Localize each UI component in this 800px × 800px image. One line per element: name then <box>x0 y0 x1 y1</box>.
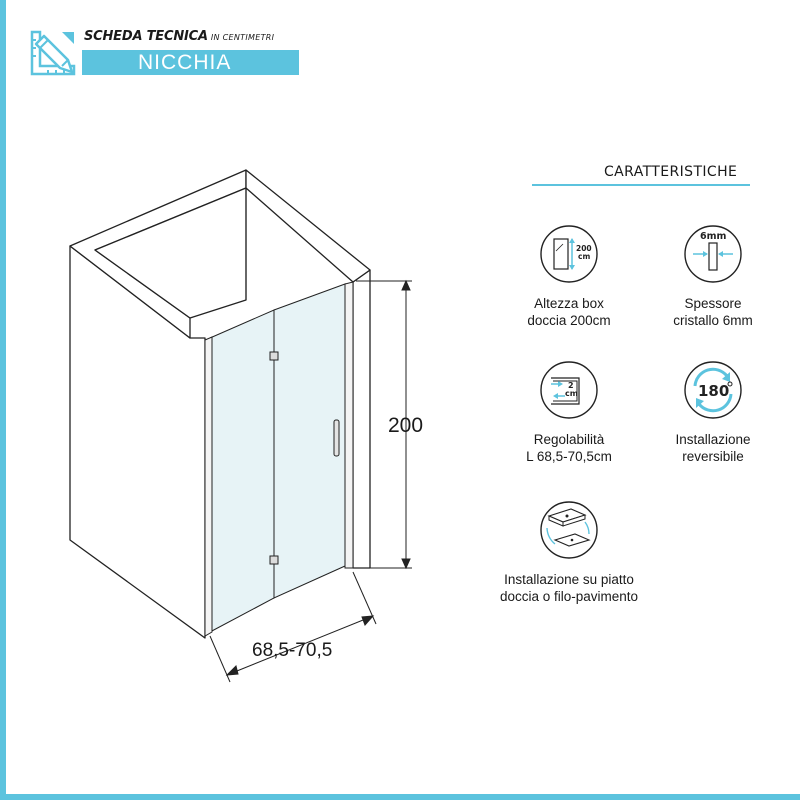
sheet-title-main: SCHEDA TECNICA <box>84 29 208 44</box>
glass-thickness-icon <box>683 224 743 284</box>
type-banner: NICCHIA <box>82 50 299 75</box>
height-200-icon <box>539 224 599 284</box>
adjustability-icon <box>539 360 599 420</box>
glass-panels <box>210 284 345 632</box>
feature-reversible-line-1: Installazione <box>675 432 751 447</box>
features-title: CARATTERISTICHE <box>604 164 738 180</box>
svg-text:2: 2 <box>568 381 574 390</box>
feature-thickness-line-2: cristallo 6mm <box>673 313 753 328</box>
feature-height-line-2: doccia 200cm <box>527 313 611 328</box>
reversible-180-text: 180 <box>698 382 730 400</box>
reversible-180-icon <box>683 360 743 420</box>
feature-adjustability-line-2: L 68,5-70,5cm <box>526 449 612 464</box>
feature-installation-line-1: Installazione su piatto <box>504 572 634 587</box>
feature-adjustability-line-1: Regolabilità <box>533 432 605 447</box>
tray-floor-install-icon <box>539 500 599 560</box>
feature-reversible-label <box>628 431 798 465</box>
feature-thickness <box>628 224 798 329</box>
svg-text:cm: cm <box>565 389 579 398</box>
feature-reversible <box>628 360 798 465</box>
height-label: 200 <box>388 414 424 437</box>
feature-reversible-line-2: reversibile <box>682 449 744 464</box>
feature-installation <box>484 500 654 605</box>
sheet-title-sub: IN CENTIMETRI <box>210 33 275 42</box>
feature-height-line-1: Altezza box <box>534 296 604 311</box>
svg-text:200: 200 <box>576 244 592 253</box>
feature-thickness-label <box>628 295 798 329</box>
door-handle <box>334 420 339 456</box>
feature-installation-line-2: doccia o filo-pavimento <box>499 589 639 604</box>
features-title-underline <box>532 184 750 186</box>
feature-installation-label <box>484 571 654 605</box>
thickness-6mm-text: 6mm <box>700 231 727 242</box>
svg-text:cm: cm <box>578 252 591 261</box>
feature-thickness-line-1: Spessore <box>684 296 742 311</box>
width-label: 68,5-70,5 <box>252 640 333 661</box>
